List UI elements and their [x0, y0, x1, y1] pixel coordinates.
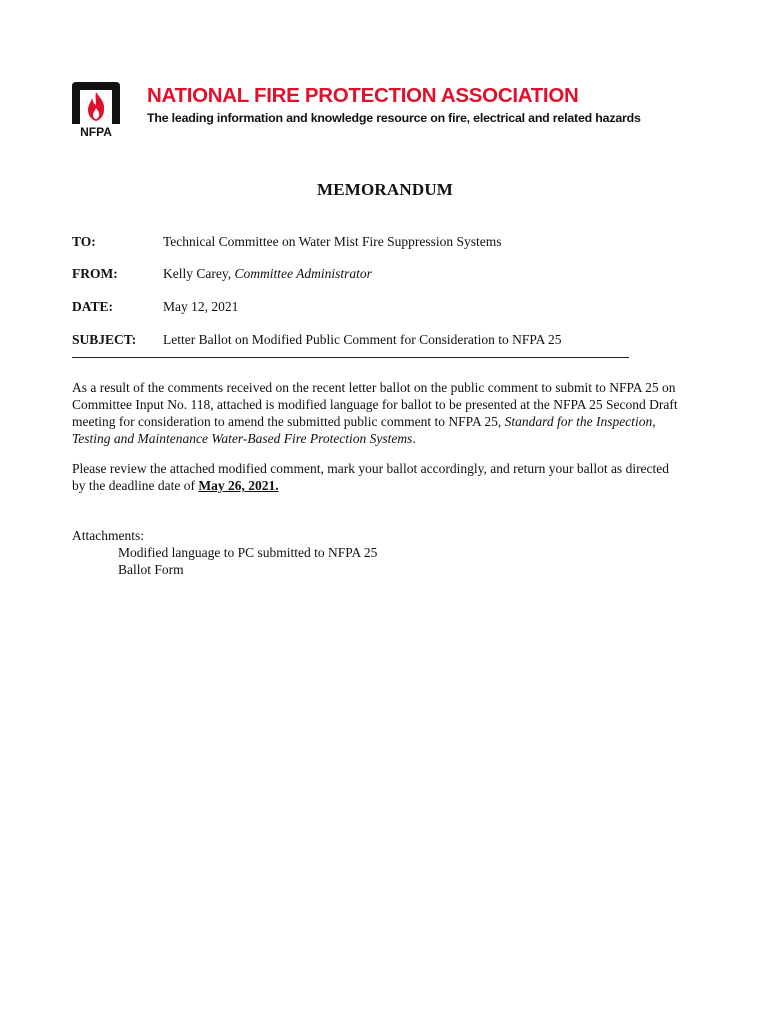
- attachments-heading: Attachments:: [72, 528, 144, 543]
- from-role: Committee Administrator: [234, 266, 372, 281]
- attachment-item: Modified language to PC submitted to NFPA 25: [118, 545, 378, 560]
- paragraph-line: Committee Input No. 118, attached is modified language for ballot to be presented at the NFPA 25 Second Draft: [72, 397, 678, 412]
- attachment-item: Ballot Form: [118, 562, 184, 577]
- paragraph-line: Please review the attached modified comment, mark your ballot accordingly, and return your ballot as directed: [72, 461, 670, 476]
- organization-name: NATIONAL FIRE PROTECTION ASSOCIATION: [147, 84, 579, 107]
- date-label: DATE:: [72, 299, 114, 314]
- paragraph-text: meeting for consideration to amend the submitted public comment to NFPA 25,: [72, 414, 505, 429]
- from-value: [163, 266, 372, 282]
- from-label: FROM:: [72, 266, 118, 281]
- standard-title: Standard for the Inspection,: [504, 414, 656, 429]
- date-value: May 12, 2021: [163, 299, 239, 314]
- organization-tagline: The leading information and knowledge resource on fire, electrical and related hazards: [147, 111, 641, 125]
- nfpa-flame-logo-icon: [70, 80, 122, 138]
- subject-value: Letter Ballot on Modified Public Comment for Consideration to NFPA 25: [163, 332, 562, 347]
- paragraph-line: As a result of the comments received on the recent letter ballot on the public comment to submit to NFPA 25 on: [72, 380, 676, 395]
- body-paragraph-2: [72, 460, 702, 494]
- subject-label: SUBJECT:: [72, 332, 137, 347]
- memo-title: MEMORANDUM: [316, 180, 454, 199]
- attachments-section: [72, 527, 377, 578]
- standard-title-cont: Testing and Maintenance Water-Based Fire Protection Systems: [72, 431, 413, 446]
- paragraph-line: [72, 477, 702, 494]
- paragraph-line: [72, 413, 702, 430]
- to-label: TO:: [72, 234, 96, 249]
- logo-text: NFPA: [80, 125, 112, 138]
- from-name: Kelly Carey,: [163, 266, 235, 281]
- paragraph-line: [72, 430, 702, 447]
- body-paragraph-1: [72, 379, 702, 447]
- deadline-date: May 26, 2021.: [198, 478, 279, 493]
- to-value: Technical Committee on Water Mist Fire Suppression Systems: [163, 234, 502, 249]
- letterhead: [70, 80, 690, 142]
- paragraph-text: .: [412, 431, 416, 446]
- paragraph-text: by the deadline date of: [72, 478, 199, 493]
- header-divider: [72, 357, 629, 358]
